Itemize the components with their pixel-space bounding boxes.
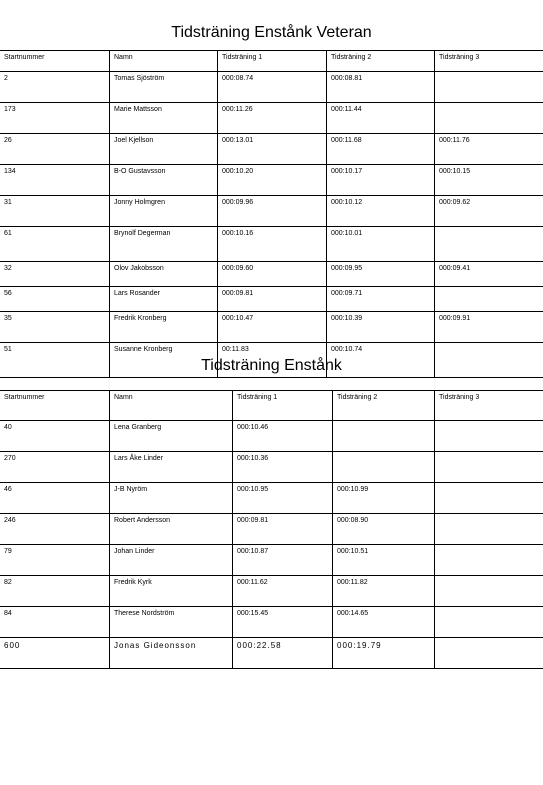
cell-tidstraning-2: 000:10.99 <box>333 483 435 514</box>
enstank-title: Tidsträning Enstånk <box>201 357 342 374</box>
cell-tidstraning-1: 000:10.20 <box>218 165 327 196</box>
enstank-table-body <box>0 391 543 669</box>
cell-tidstraning-3 <box>435 607 543 638</box>
table-row <box>0 262 543 287</box>
cell-tidstraning-1: 000:11.26 <box>218 103 327 134</box>
cell-namn: Therese Nordström <box>110 607 233 638</box>
table-row <box>0 227 543 262</box>
table-row <box>0 196 543 227</box>
cell-tidstraning-2: 000:11.44 <box>327 103 435 134</box>
cell-tidstraning-3 <box>435 421 543 452</box>
cell-tidstraning-1: 000:10.95 <box>233 483 333 514</box>
table-row <box>0 72 543 103</box>
cell-tidstraning-2 <box>333 452 435 483</box>
cell-namn: Jonny Holmgren <box>110 196 218 227</box>
header-namn: Namn <box>110 51 218 72</box>
cell-tidstraning-3 <box>435 287 543 312</box>
cell-tidstraning-3 <box>435 514 543 545</box>
cell-namn: Tomas Sjöström <box>110 72 218 103</box>
cell-namn: Robert Andersson <box>110 514 233 545</box>
header-tidstraning-2: Tidsträning 2 <box>333 391 435 421</box>
cell-tidstraning-1: 000:09.96 <box>218 196 327 227</box>
cell-tidstraning-3 <box>435 576 543 607</box>
veteran-title: Tidsträning Enstånk Veteran <box>171 24 372 41</box>
cell-tidstraning-1: 000:10.47 <box>218 312 327 343</box>
table-row <box>0 514 543 545</box>
table-row <box>0 312 543 343</box>
cell-namn: Marie Mattsson <box>110 103 218 134</box>
cell-startnummer: 173 <box>0 103 110 134</box>
cell-tidstraning-1: 000:09.60 <box>218 262 327 287</box>
cell-tidstraning-2: 000:09.71 <box>327 287 435 312</box>
cell-startnummer: 79 <box>0 545 110 576</box>
veteran-table-body <box>0 51 543 378</box>
cell-tidstraning-2: 000:09.95 <box>327 262 435 287</box>
header-row <box>0 51 543 72</box>
header-tidstraning-3: Tidsträning 3 <box>435 391 543 421</box>
cell-startnummer: 32 <box>0 262 110 287</box>
cell-startnummer: 82 <box>0 576 110 607</box>
cell-startnummer: 46 <box>0 483 110 514</box>
veteran-table <box>0 50 543 378</box>
header-startnummer: Startnummer <box>0 51 110 72</box>
cell-namn: Susanne Kronberg <box>110 343 218 378</box>
cell-tidstraning-2 <box>333 421 435 452</box>
cell-namn: B-O Gustavsson <box>110 165 218 196</box>
cell-tidstraning-3 <box>435 72 543 103</box>
cell-tidstraning-2: 000:08.81 <box>327 72 435 103</box>
cell-namn: Johan Linder <box>110 545 233 576</box>
cell-tidstraning-3 <box>435 638 543 669</box>
cell-startnummer: 2 <box>0 72 110 103</box>
cell-tidstraning-3: 000:09.62 <box>435 196 543 227</box>
cell-namn: Olov Jakobsson <box>110 262 218 287</box>
cell-namn: Fredrik Kyrk <box>110 576 233 607</box>
cell-tidstraning-3 <box>435 227 543 262</box>
table-row <box>0 576 543 607</box>
table-row <box>0 134 543 165</box>
cell-tidstraning-2: 000:10.17 <box>327 165 435 196</box>
cell-tidstraning-2: 000:19.79 <box>333 638 435 669</box>
cell-tidstraning-3: 000:11.76 <box>435 134 543 165</box>
cell-namn: J-B Nyröm <box>110 483 233 514</box>
cell-tidstraning-1: 000:09.81 <box>218 287 327 312</box>
cell-tidstraning-1: 000:13.01 <box>218 134 327 165</box>
header-namn: Namn <box>110 391 233 421</box>
cell-startnummer: 26 <box>0 134 110 165</box>
cell-tidstraning-3 <box>435 545 543 576</box>
cell-tidstraning-3 <box>435 483 543 514</box>
cell-tidstraning-2: 000:10.12 <box>327 196 435 227</box>
table-row <box>0 483 543 514</box>
cell-tidstraning-3 <box>435 452 543 483</box>
cell-tidstraning-2: 000:10.74 <box>327 343 435 378</box>
table-row <box>0 638 543 669</box>
cell-tidstraning-1: 000:10.16 <box>218 227 327 262</box>
cell-tidstraning-2: 000:14.65 <box>333 607 435 638</box>
cell-tidstraning-1: 00:11.83 <box>218 343 327 378</box>
cell-namn: Lars Åke Linder <box>110 452 233 483</box>
cell-startnummer: 84 <box>0 607 110 638</box>
cell-tidstraning-1: 000:22.58 <box>233 638 333 669</box>
cell-tidstraning-1: 000:10.87 <box>233 545 333 576</box>
cell-tidstraning-1: 000:08.74 <box>218 72 327 103</box>
cell-tidstraning-1: 000:10.36 <box>233 452 333 483</box>
cell-startnummer: 270 <box>0 452 110 483</box>
cell-tidstraning-1: 000:09.81 <box>233 514 333 545</box>
cell-tidstraning-2: 000:11.82 <box>333 576 435 607</box>
cell-startnummer: 61 <box>0 227 110 262</box>
table-row <box>0 421 543 452</box>
table-row <box>0 165 543 196</box>
cell-tidstraning-1: 000:15.45 <box>233 607 333 638</box>
cell-namn: Brynolf Degerman <box>110 227 218 262</box>
cell-tidstraning-2: 000:11.68 <box>327 134 435 165</box>
cell-startnummer: 246 <box>0 514 110 545</box>
cell-tidstraning-3: 000:10.15 <box>435 165 543 196</box>
cell-tidstraning-3: 000:09.91 <box>435 312 543 343</box>
header-tidstraning-1: Tidsträning 1 <box>218 51 327 72</box>
cell-startnummer: 40 <box>0 421 110 452</box>
table-row <box>0 103 543 134</box>
cell-namn: Lena Granberg <box>110 421 233 452</box>
cell-tidstraning-3 <box>435 103 543 134</box>
cell-startnummer: 134 <box>0 165 110 196</box>
cell-namn: Fredrik Kronberg <box>110 312 218 343</box>
cell-startnummer: 600 <box>0 638 110 669</box>
cell-startnummer: 51 <box>0 343 110 378</box>
header-tidstraning-2: Tidsträning 2 <box>327 51 435 72</box>
cell-tidstraning-1: 000:11.62 <box>233 576 333 607</box>
cell-startnummer: 35 <box>0 312 110 343</box>
cell-tidstraning-1: 000:10.46 <box>233 421 333 452</box>
header-row <box>0 391 543 421</box>
enstank-table <box>0 390 543 669</box>
cell-tidstraning-2: 000:10.39 <box>327 312 435 343</box>
cell-namn: Jonas Gideonsson <box>110 638 233 669</box>
header-tidstraning-1: Tidsträning 1 <box>233 391 333 421</box>
cell-startnummer: 31 <box>0 196 110 227</box>
cell-namn: Lars Rosander <box>110 287 218 312</box>
table-row <box>0 287 543 312</box>
table-row <box>0 545 543 576</box>
cell-tidstraning-2: 000:10.01 <box>327 227 435 262</box>
header-tidstraning-3: Tidsträning 3 <box>435 51 543 72</box>
table-row <box>0 607 543 638</box>
cell-tidstraning-3: 000:09.41 <box>435 262 543 287</box>
cell-namn: Joel Kjellson <box>110 134 218 165</box>
cell-tidstraning-2: 000:08.90 <box>333 514 435 545</box>
table-row <box>0 452 543 483</box>
cell-startnummer: 56 <box>0 287 110 312</box>
header-startnummer: Startnummer <box>0 391 110 421</box>
cell-tidstraning-2: 000:10.51 <box>333 545 435 576</box>
